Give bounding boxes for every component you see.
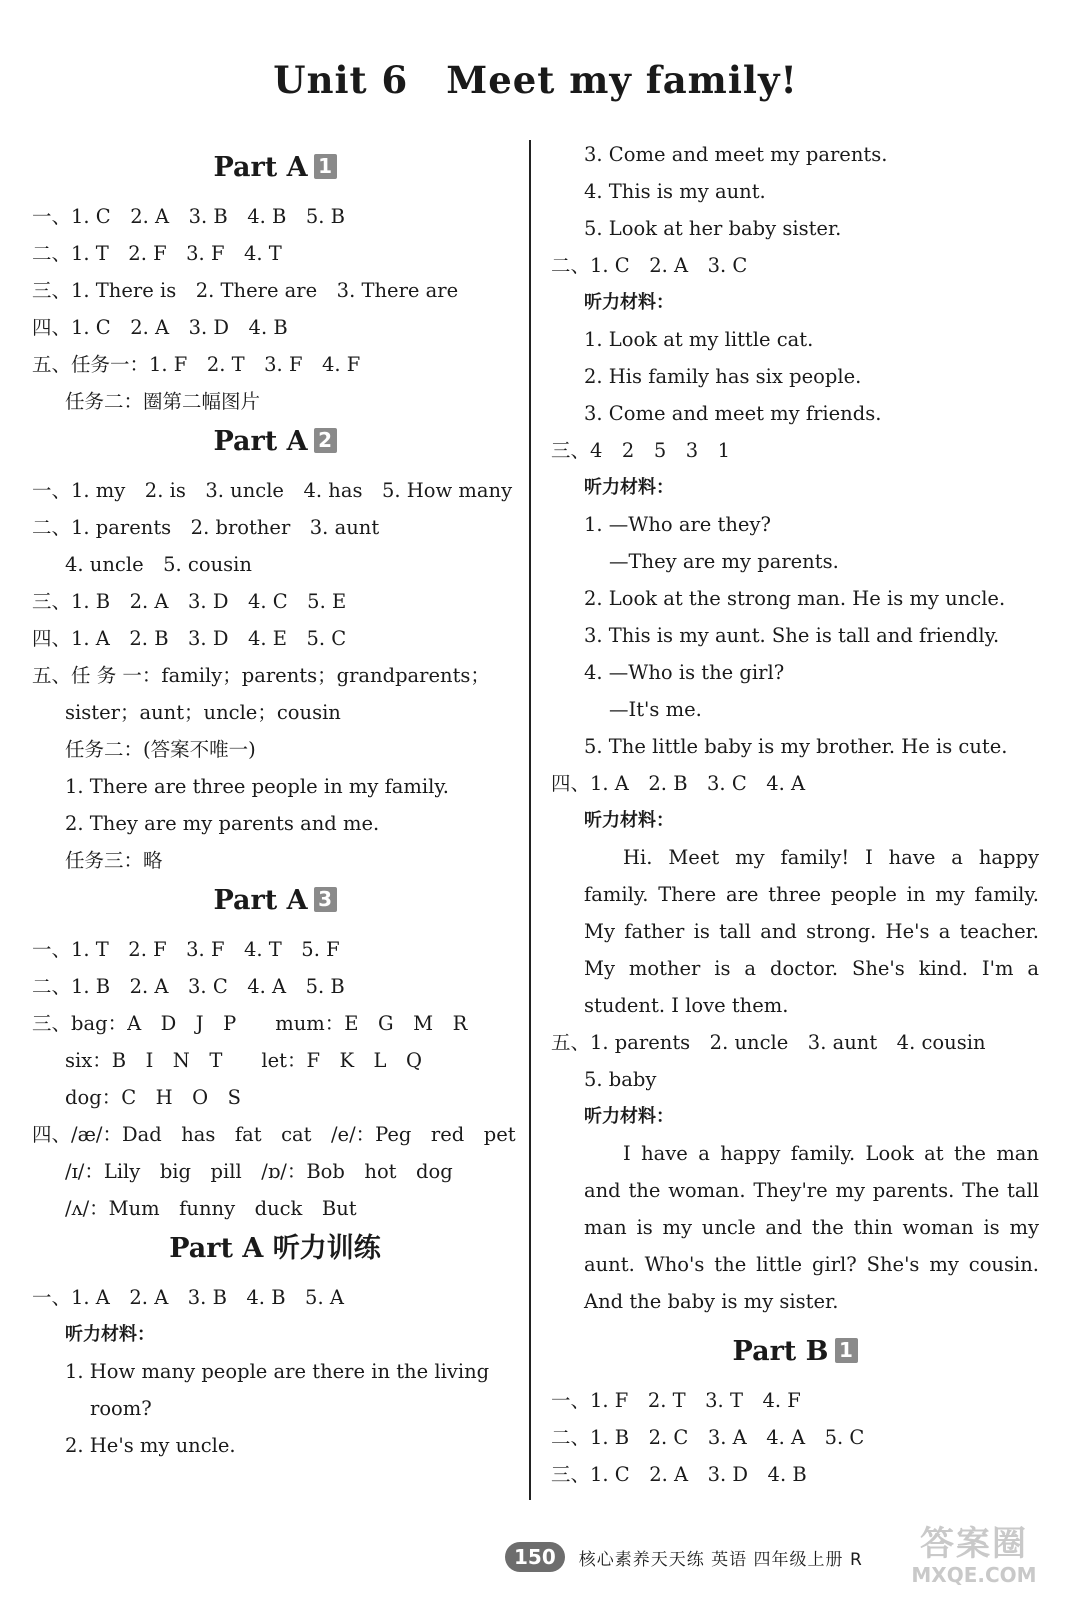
answer-line: 5. The little baby is my brother. He is cute. bbox=[584, 735, 1008, 758]
listening-passage-2: I have a happy family. Look at the man and the woman. They're my parents. The tall man is my uncle and the thin woman is my aunt. Who's the little girl? She's my cousin. And the baby is my sister. bbox=[584, 1142, 1039, 1313]
section-number-badge: 1 bbox=[314, 154, 337, 179]
answer-line: 2. Look at the strong man. He is my uncle. bbox=[584, 587, 1006, 610]
answer-line: 1. How many people are there in the living bbox=[65, 1360, 490, 1383]
listening-material-label: 听力材料： bbox=[584, 810, 674, 831]
answer-line: 二、1. C 2. A 3. C bbox=[551, 254, 748, 277]
answer-line: 3. Come and meet my parents. bbox=[584, 143, 888, 166]
answer-line: 二、1. T 2. F 3. F 4. T bbox=[32, 242, 282, 265]
answer-line: 三、bag：A D J P mum：E G M R bbox=[32, 1012, 468, 1035]
answer-line: 一、1. A 2. A 3. B 4. B 5. A bbox=[32, 1286, 344, 1309]
section-heading-part-a-1: Part A 1 bbox=[32, 148, 518, 198]
listening-material-label: 听力材料： bbox=[65, 1324, 155, 1345]
section-heading-listening: Part A 听力训练 bbox=[169, 1233, 381, 1264]
answer-line: 二、1. B 2. A 3. C 4. A 5. B bbox=[32, 975, 345, 998]
left-column bbox=[32, 146, 518, 1464]
answer-line: 四、1. A 2. B 3. C 4. A bbox=[551, 772, 806, 795]
answer-line: 二、1. B 2. C 3. A 4. A 5. C bbox=[551, 1426, 865, 1449]
answer-line: 三、1. C 2. A 3. D 4. B bbox=[551, 1463, 807, 1486]
answer-line: 五、1. parents 2. uncle 3. aunt 4. cousin bbox=[551, 1031, 986, 1054]
page-number: 150 bbox=[505, 1542, 565, 1572]
answer-line: 3. Come and meet my friends. bbox=[584, 402, 882, 425]
watermark-url: MXQE.COM bbox=[911, 1563, 1037, 1587]
answer-line: 4. —Who is the girl? bbox=[584, 661, 785, 684]
answer-line: 4. This is my aunt. bbox=[584, 180, 766, 203]
answer-line: 三、1. B 2. A 3. D 4. C 5. E bbox=[32, 590, 347, 613]
answer-line: 2. They are my parents and me. bbox=[65, 812, 380, 835]
column-divider bbox=[529, 140, 531, 1500]
answer-line: dog：C H O S bbox=[65, 1086, 241, 1109]
answer-line: 四、1. C 2. A 3. D 4. B bbox=[32, 316, 288, 339]
book-title: 核心素养天天练 英语 四年级上册 R bbox=[578, 1549, 863, 1570]
answer-line: 任务二：(答案不唯一) bbox=[65, 738, 256, 761]
answer-line: 1. Look at my little cat. bbox=[584, 328, 814, 351]
page-title bbox=[0, 58, 1071, 102]
answer-line: 2. He's my uncle. bbox=[65, 1434, 236, 1457]
section-heading-part-a-2: Part A 2 bbox=[32, 422, 518, 472]
answer-line: —It's me. bbox=[609, 698, 702, 721]
listening-passage-1: Hi. Meet my family! I have a happy family. There are three people in my family. My father is tall and strong. He's a teacher. My mother is a doctor. She's kind. I'm a student. I love them. bbox=[584, 846, 1039, 1017]
unit-name: Meet my family! bbox=[446, 58, 798, 102]
answer-line: /ɪ/：Lily big pill /ɒ/：Bob hot dog bbox=[65, 1160, 453, 1183]
answer-line: —They are my parents. bbox=[609, 550, 839, 573]
answer-line: 3. This is my aunt. She is tall and friendly. bbox=[584, 624, 1000, 647]
answer-line: 一、1. T 2. F 3. F 4. T 5. F bbox=[32, 938, 340, 961]
answer-line: 一、1. C 2. A 3. B 4. B 5. B bbox=[32, 205, 346, 228]
right-column bbox=[551, 136, 1039, 1493]
answer-line: 4. uncle 5. cousin bbox=[65, 553, 252, 576]
answer-line: 三、1. There is 2. There are 3. There are bbox=[32, 279, 459, 302]
watermark-text: 答案圈 bbox=[920, 1524, 1028, 1564]
section-number-badge: 2 bbox=[314, 428, 337, 453]
answer-line: 三、4 2 5 3 1 bbox=[551, 439, 731, 462]
listening-material-label: 听力材料： bbox=[584, 477, 674, 498]
section-heading-part-b-1: Part B 1 bbox=[551, 1332, 1039, 1382]
answer-line: 四、/æ/：Dad has fat cat /e/：Peg red pet bbox=[32, 1123, 516, 1146]
answer-line: 一、1. F 2. T 3. T 4. F bbox=[551, 1389, 801, 1412]
answer-line: /ʌ/：Mum funny duck But bbox=[65, 1197, 357, 1220]
answer-line: 二、1. parents 2. brother 3. aunt bbox=[32, 516, 380, 539]
answer-line: 任务二：圈第二幅图片 bbox=[65, 390, 261, 413]
answer-line: 一、1. my 2. is 3. uncle 4. has 5. How many bbox=[32, 479, 513, 502]
answer-line: six：B I N T let：F K L Q bbox=[65, 1049, 422, 1072]
answer-line: room? bbox=[90, 1397, 152, 1420]
listening-material-label: 听力材料： bbox=[584, 292, 674, 313]
unit-number: Unit 6 bbox=[273, 58, 409, 102]
section-heading-part-a-3: Part A 3 bbox=[32, 881, 518, 931]
answer-line: 5. Look at her baby sister. bbox=[584, 217, 842, 240]
page-footer bbox=[505, 1540, 863, 1574]
answer-line: sister；aunt；uncle；cousin bbox=[65, 701, 341, 724]
section-number-badge: 1 bbox=[835, 1338, 858, 1363]
section-number-badge: 3 bbox=[314, 887, 337, 912]
answer-line: 1. —Who are they? bbox=[584, 513, 771, 536]
answer-line: 五、任务一：1. F 2. T 3. F 4. F bbox=[32, 353, 361, 376]
answer-line: 5. baby bbox=[584, 1068, 657, 1091]
listening-material-label: 听力材料： bbox=[584, 1106, 674, 1127]
answer-line: 1. There are three people in my family. bbox=[65, 775, 450, 798]
answer-line: 2. His family has six people. bbox=[584, 365, 862, 388]
answer-line: 任务三：略 bbox=[65, 849, 163, 872]
answer-line: 五、任 务 一：family；parents；grandparents； bbox=[32, 664, 490, 687]
answer-line: 四、1. A 2. B 3. D 4. E 5. C bbox=[32, 627, 347, 650]
watermark-logo bbox=[885, 1525, 1063, 1595]
